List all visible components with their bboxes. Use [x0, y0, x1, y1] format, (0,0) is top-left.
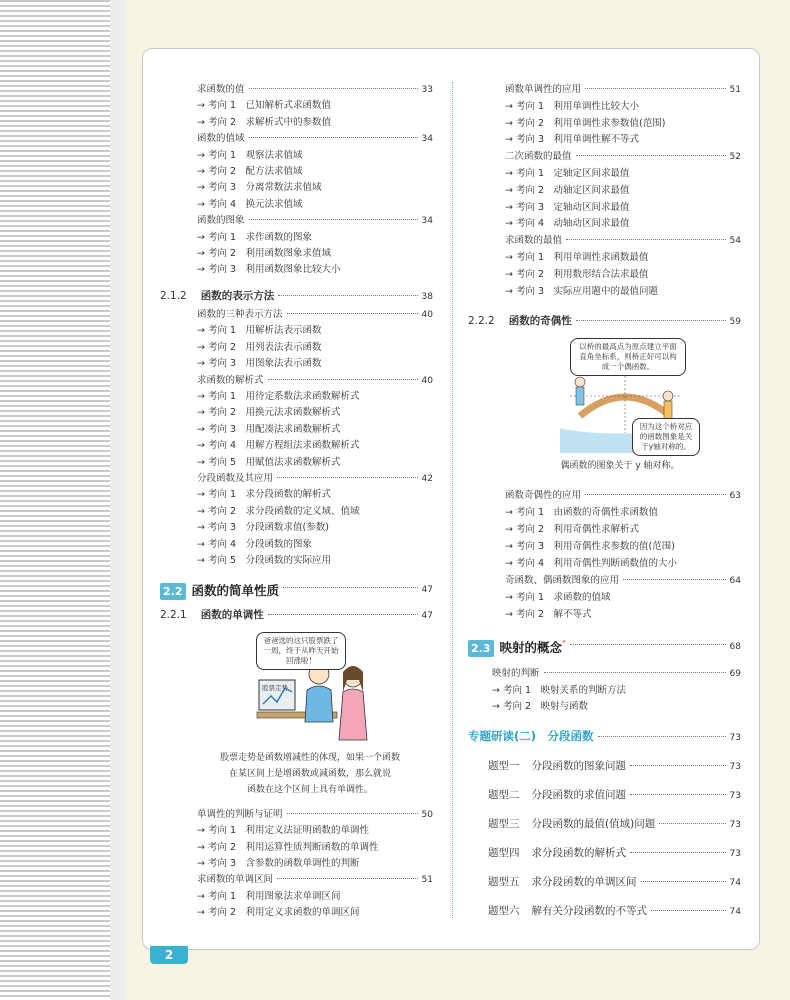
topic-label: 求函数的单调区间	[197, 874, 274, 886]
topic-label: 二次函数的最值	[505, 151, 572, 163]
kaoxiang-label: → 考向 5 用赋值法求函数解析式	[197, 456, 341, 468]
kaoxiang-label: → 考向 2 利用数形结合法求最值	[505, 268, 649, 280]
kaoxiang-label: → 考向 2 利用运算性质判断函数的单调性	[197, 841, 379, 853]
toc-kaoxiang[interactable]	[197, 261, 433, 275]
chapter-title: 函数的简单性质	[191, 583, 280, 598]
question-type-item[interactable]	[488, 903, 741, 919]
kaoxiang-label: → 考向 1 用解析法表示函数	[197, 325, 322, 337]
binding-stripes	[0, 0, 110, 1000]
page-num: 51	[421, 875, 433, 886]
toc-kaoxiang[interactable]	[197, 839, 433, 853]
toc-topic[interactable]	[492, 665, 741, 679]
caption-line-2: 在某区间上是增函数或减函数，那么就说	[228, 769, 391, 779]
toc-kaoxiang[interactable]	[197, 114, 433, 128]
leader-dots	[287, 813, 418, 814]
toc-kaoxiang[interactable]	[197, 355, 433, 369]
toc-topic[interactable]	[197, 212, 433, 226]
toc-topic[interactable]	[197, 372, 433, 386]
kaoxiang-label: → 考向 1 映射关系的判断方法	[492, 684, 627, 696]
section-number: 2.2.1	[160, 609, 187, 621]
topic-label: 函数的图象	[197, 215, 245, 227]
toc-topic[interactable]	[197, 81, 433, 95]
page-num: 50	[421, 810, 433, 820]
toc-topic[interactable]	[505, 81, 741, 95]
kaoxiang-label: → 考向 2 利用奇偶性求解析式	[505, 524, 640, 535]
page-num: 34	[421, 216, 433, 227]
leader-dots	[570, 644, 726, 645]
type-label: 题型三	[488, 818, 520, 830]
page-num: 42	[421, 474, 433, 484]
topic-label: 函数的三种表示方法	[197, 309, 283, 320]
kaoxiang-label: → 考向 3 定轴动区间求最值	[505, 201, 630, 213]
toc-kaoxiang[interactable]	[505, 521, 741, 535]
leader-dots	[630, 765, 726, 766]
toc-topic[interactable]	[197, 130, 433, 144]
kaoxiang-label: → 考向 1 利用单调性求函数最值	[505, 252, 649, 263]
toc-kaoxiang[interactable]	[197, 196, 433, 210]
type-title: 解有关分段函数的不等式	[531, 905, 647, 917]
leader-dots	[630, 852, 726, 853]
kaoxiang-label: → 考向 2 用列表法表示函数	[197, 341, 322, 353]
type-label: 题型四	[488, 847, 520, 859]
section-number: 2.1.2	[160, 290, 187, 302]
section-title: 函数的单调性	[200, 609, 264, 621]
page-num: 74	[729, 878, 741, 888]
girl-body	[339, 689, 367, 740]
question-type-item[interactable]	[488, 758, 741, 774]
kaoxiang-label: → 考向 4 动轴动区间求最值	[505, 218, 630, 230]
speech-bubble: 爸爸选的这只股票跌了一周，终于从昨天开始回涨啦！	[256, 632, 346, 670]
section-2-2-1[interactable]	[160, 607, 433, 621]
toc-kaoxiang[interactable]	[197, 229, 433, 243]
toc-kaoxiang[interactable]	[505, 283, 741, 297]
kaoxiang-label: → 考向 2 求解析式中的参数值	[197, 116, 332, 128]
toc-kaoxiang[interactable]	[197, 437, 433, 451]
toc-kaoxiang[interactable]	[505, 266, 741, 280]
type-title: 分段函数的求值问题	[531, 789, 626, 801]
man-body	[305, 686, 333, 722]
person-left-body	[576, 387, 584, 405]
toc-kaoxiang[interactable]	[197, 388, 433, 402]
page-num: 69	[729, 669, 741, 679]
topic-label: 分段函数及其应用	[197, 473, 274, 484]
kaoxiang-label: → 考向 4 利用奇偶性判断函数值的大小	[505, 558, 678, 569]
page-num: 73	[729, 849, 741, 859]
toc-kaoxiang[interactable]	[505, 131, 741, 145]
question-type-item[interactable]	[488, 787, 741, 803]
column-divider	[452, 82, 453, 918]
type-title: 分段函数的最值(值域)问题	[531, 818, 656, 830]
toc-topic[interactable]	[197, 470, 433, 484]
kaoxiang-label: → 考向 3 实际应用题中的最值问题	[505, 285, 659, 297]
page-num: 34	[421, 134, 433, 145]
type-label: 题型二	[488, 789, 520, 801]
question-type-item[interactable]	[488, 816, 741, 832]
caption-line-3: 函数在这个区间上具有单调性。	[246, 785, 373, 795]
toc-kaoxiang[interactable]	[197, 147, 433, 161]
toc-kaoxiang[interactable]	[197, 179, 433, 193]
page-num: 64	[729, 576, 741, 586]
kaoxiang-label: → 考向 2 解不等式	[505, 609, 592, 620]
page-num: 51	[729, 85, 741, 95]
toc-kaoxiang[interactable]	[505, 504, 741, 518]
toc-kaoxiang[interactable]	[492, 698, 741, 712]
toc-kaoxiang[interactable]	[197, 822, 433, 836]
kaoxiang-label: → 考向 3 分段函数求值(参数)	[197, 522, 329, 534]
leader-dots	[287, 313, 418, 314]
leader-dots	[576, 155, 726, 156]
leader-dots	[249, 88, 418, 89]
chapter-title: 映射的概念	[499, 640, 563, 655]
kaoxiang-label: → 考向 3 利用单调性解不等式	[505, 134, 640, 146]
page-num: 47	[421, 585, 433, 595]
page-num: 73	[729, 820, 741, 830]
binding-gap	[110, 0, 126, 1000]
topic-label: 函数的值域	[197, 133, 245, 145]
toc-kaoxiang[interactable]	[505, 165, 741, 179]
kaoxiang-label: → 考向 2 映射与函数	[492, 701, 589, 712]
toc-kaoxiang[interactable]	[197, 519, 433, 533]
kaoxiang-label: → 考向 1 用待定系数法求函数解析式	[197, 391, 360, 402]
toc-kaoxiang[interactable]	[505, 606, 741, 620]
leader-dots	[249, 219, 418, 220]
page-num: 73	[729, 762, 741, 772]
kaoxiang-label: → 考向 2 求分段函数的定义域、值域	[197, 505, 360, 517]
kaoxiang-label: → 考向 5 分段函数的实际应用	[197, 555, 332, 566]
leader-dots	[585, 494, 726, 495]
leader-dots	[651, 910, 726, 911]
speech-bubble-bottom: 因为这个桥对应的函数图象是关于y轴对称的。	[632, 418, 700, 456]
toc-topic[interactable]	[505, 148, 741, 162]
page-num: 47	[421, 611, 433, 621]
section-title: 函数的奇偶性	[508, 315, 572, 327]
type-label: 题型一	[488, 760, 520, 772]
kaoxiang-label: → 考向 2 利用单调性求参数值(范围)	[505, 117, 666, 129]
topic-label: 映射的判断	[492, 668, 540, 679]
page-num: 52	[729, 152, 741, 163]
kaoxiang-label: → 考向 1 利用定义法证明函数的单调性	[197, 825, 370, 837]
leader-dots	[268, 379, 418, 380]
section-2-1-2[interactable]	[160, 288, 433, 302]
toc-kaoxiang[interactable]	[197, 322, 433, 336]
question-type-item[interactable]	[488, 874, 741, 890]
toc-kaoxiang[interactable]	[197, 421, 433, 435]
person-right-head	[663, 391, 673, 401]
kaoxiang-label: → 考向 1 已知解析式求函数值	[197, 100, 332, 112]
leader-dots	[585, 88, 726, 89]
toc-kaoxiang[interactable]	[505, 215, 741, 229]
page-num: 59	[729, 317, 741, 327]
page-num: 54	[729, 236, 741, 247]
toc-kaoxiang[interactable]	[197, 503, 433, 517]
kaoxiang-label: → 考向 3 利用函数图象比较大小	[197, 264, 341, 276]
toc-topic[interactable]	[505, 487, 741, 501]
toc-kaoxiang[interactable]	[197, 245, 433, 259]
kaoxiang-label: → 考向 2 用换元法求函数解析式	[197, 407, 341, 419]
leader-dots	[277, 477, 418, 478]
leader-dots	[544, 672, 726, 673]
toc-kaoxiang[interactable]	[505, 115, 741, 129]
toc-kaoxiang[interactable]	[197, 486, 433, 500]
kaoxiang-label: → 考向 1 利用单调性比较大小	[505, 100, 640, 112]
kaoxiang-label: → 考向 1 求分段函数的解析式	[197, 489, 332, 501]
kaoxiang-label: → 考向 1 由函数的奇偶性求函数值	[505, 507, 659, 518]
chapter-badge: 2.3	[468, 640, 494, 657]
topic-label: 求函数的最值	[505, 235, 563, 247]
kaoxiang-label: → 考向 2 利用定义求函数的单调区间	[197, 906, 360, 918]
toc-kaoxiang[interactable]	[197, 536, 433, 550]
leader-dots	[630, 794, 726, 795]
toc-kaoxiang[interactable]	[505, 589, 741, 603]
topic-label: 求函数的解析式	[197, 374, 264, 386]
special-title: 专题研读(二) 分段函数	[468, 729, 594, 743]
chapter-2-3[interactable]	[468, 637, 741, 657]
leader-dots	[283, 587, 418, 588]
page-num: 40	[421, 310, 433, 320]
section-2-2-2[interactable]	[468, 313, 741, 327]
leader-dots	[641, 881, 726, 882]
toc-kaoxiang[interactable]	[197, 404, 433, 418]
toc-kaoxiang[interactable]	[505, 98, 741, 112]
toc-kaoxiang[interactable]	[505, 182, 741, 196]
topic-label: 求函数的值	[197, 84, 245, 95]
speech-bubble-top: 以桥的最高点为原点建立平面直角坐标系，则桥正好可以构成一个偶函数。	[570, 338, 686, 376]
page-num: 68	[729, 642, 741, 652]
kaoxiang-label: → 考向 1 求函数的值域	[505, 592, 611, 603]
leader-dots	[659, 823, 725, 824]
star-mark: *	[562, 638, 567, 648]
screen-label: 股票走势	[262, 684, 288, 692]
kaoxiang-label: → 考向 2 配方法求值域	[197, 166, 303, 177]
leader-dots	[268, 614, 418, 615]
type-label: 题型六	[488, 905, 520, 917]
kaoxiang-label: → 考向 1 观察法求值域	[197, 149, 303, 161]
leader-dots	[277, 878, 418, 879]
toc-kaoxiang[interactable]	[197, 339, 433, 353]
topic-label: 函数单调性的应用	[505, 84, 582, 95]
toc-kaoxiang[interactable]	[197, 888, 433, 902]
topic-label: 单调性的判断与证明	[197, 809, 283, 820]
page-num: 38	[421, 292, 433, 302]
kaoxiang-label: → 考向 3 用配凑法求函数解析式	[197, 423, 341, 435]
section-title: 函数的表示方法	[200, 290, 275, 302]
chapter-badge: 2.2	[160, 583, 186, 600]
page-num: 40	[421, 375, 433, 386]
illustration-caption	[180, 750, 440, 798]
leader-dots	[249, 137, 418, 138]
page-num: 74	[729, 907, 741, 917]
special-topic[interactable]	[468, 728, 741, 744]
kaoxiang-label: → 考向 1 定轴定区间求最值	[505, 168, 630, 179]
kaoxiang-label: → 考向 3 含参数的函数单调性的判断	[197, 857, 360, 869]
page-num: 33	[421, 85, 433, 95]
caption-line-1: 股票走势是函数增减性的体现，如果一个函数	[219, 753, 400, 763]
page-num: 63	[729, 491, 741, 501]
toc-topic[interactable]	[505, 232, 741, 246]
toc-kaoxiang[interactable]	[197, 97, 433, 111]
toc-kaoxiang[interactable]	[197, 552, 433, 566]
page-num: 73	[729, 791, 741, 801]
topic-label: 奇函数、偶函数图象的应用	[505, 575, 620, 586]
topic-label: 函数奇偶性的应用	[505, 490, 582, 501]
person-right-body	[664, 401, 672, 419]
page-number-tab: 2	[150, 946, 188, 964]
leader-dots	[623, 579, 726, 580]
toc-topic[interactable]	[197, 871, 433, 885]
kaoxiang-label: → 考向 4 用解方程组法求函数解析式	[197, 440, 360, 452]
page-num: 73	[729, 733, 741, 743]
kaoxiang-label: → 考向 2 利用函数图象求值域	[197, 248, 332, 259]
kaoxiang-label: → 考向 3 分离常数法求值域	[197, 182, 322, 194]
kaoxiang-label: → 考向 4 换元法求值域	[197, 198, 303, 210]
toc-kaoxiang[interactable]	[197, 904, 433, 918]
type-title: 求分段函数的解析式	[531, 847, 626, 859]
chapter-2-2[interactable]	[160, 580, 433, 600]
leader-dots	[566, 239, 726, 240]
toc-kaoxiang[interactable]	[505, 538, 741, 552]
toc-topic[interactable]	[197, 806, 433, 820]
kaoxiang-label: → 考向 1 求作函数的图象	[197, 231, 313, 243]
leader-dots	[598, 736, 726, 737]
kaoxiang-label: → 考向 4 分段函数的图象	[197, 538, 313, 550]
toc-topic[interactable]	[505, 572, 741, 586]
type-title: 分段函数的图象问题	[531, 760, 626, 772]
section-number: 2.2.2	[468, 315, 495, 327]
kaoxiang-label: → 考向 3 利用奇偶性求参数的值(范围)	[505, 541, 675, 552]
kaoxiang-label: → 考向 1 利用图象法求单调区间	[197, 890, 341, 902]
toc-kaoxiang[interactable]	[492, 682, 741, 696]
toc-kaoxiang[interactable]	[505, 199, 741, 213]
toc-kaoxiang[interactable]	[197, 855, 433, 869]
toc-kaoxiang[interactable]	[505, 249, 741, 263]
kaoxiang-label: → 考向 2 动轴定区间求最值	[505, 184, 630, 196]
kaoxiang-label: → 考向 3 用图象法表示函数	[197, 358, 322, 370]
leader-dots	[278, 295, 417, 296]
toc-kaoxiang[interactable]	[197, 454, 433, 468]
toc-topic[interactable]	[197, 306, 433, 320]
type-title: 求分段函数的单调区间	[531, 876, 637, 888]
person-left-head	[575, 377, 585, 387]
girl-hair	[343, 666, 363, 692]
toc-kaoxiang[interactable]	[505, 555, 741, 569]
type-label: 题型五	[488, 876, 520, 888]
toc-kaoxiang[interactable]	[197, 163, 433, 177]
question-type-item[interactable]	[488, 845, 741, 861]
illustration-caption-2: 偶函数的图象关于 y 轴对称。	[560, 461, 680, 471]
leader-dots	[576, 320, 726, 321]
